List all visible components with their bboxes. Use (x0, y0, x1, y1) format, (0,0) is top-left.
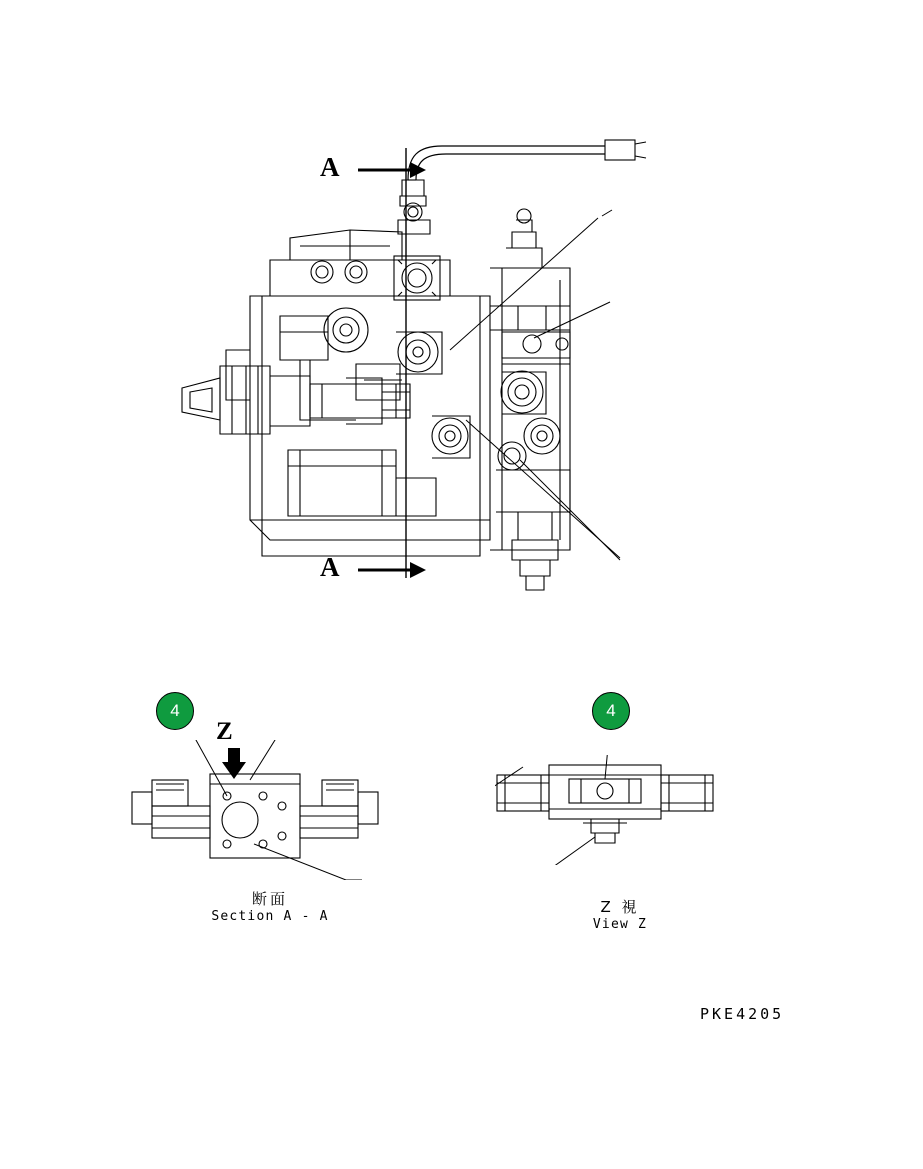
section-label-a-bottom: A (320, 552, 340, 582)
balloon-view-z[interactable] (592, 692, 630, 730)
section-cut-line (404, 148, 408, 578)
drawing-code (700, 1005, 784, 1024)
view-z-drawing (495, 755, 715, 865)
section-arrow-top (358, 158, 428, 182)
main-assembly-view (150, 120, 790, 620)
section-aa-caption (170, 888, 370, 924)
balloon-number: 4 (592, 692, 630, 730)
section-aa-drawing (130, 740, 380, 880)
z-label: Z (216, 718, 233, 745)
section-arrow-bottom (358, 558, 428, 582)
section-marker-bottom (320, 552, 340, 583)
z-view-label-section (216, 718, 233, 746)
view-z-caption-jp: Z 視 (600, 898, 640, 916)
z-direction-arrow (220, 748, 248, 780)
balloon-section-aa[interactable] (156, 692, 194, 730)
section-label-a-top: A (320, 152, 340, 182)
view-z-caption (520, 896, 720, 932)
balloon-number: 4 (156, 692, 194, 730)
drawing-code-text: PKE4205 (700, 1005, 785, 1023)
section-caption-jp: 断面 (251, 890, 288, 908)
section-caption-en: Section A - A (211, 909, 329, 924)
section-marker-top (320, 152, 340, 183)
view-z-caption-en: View Z (592, 917, 648, 932)
